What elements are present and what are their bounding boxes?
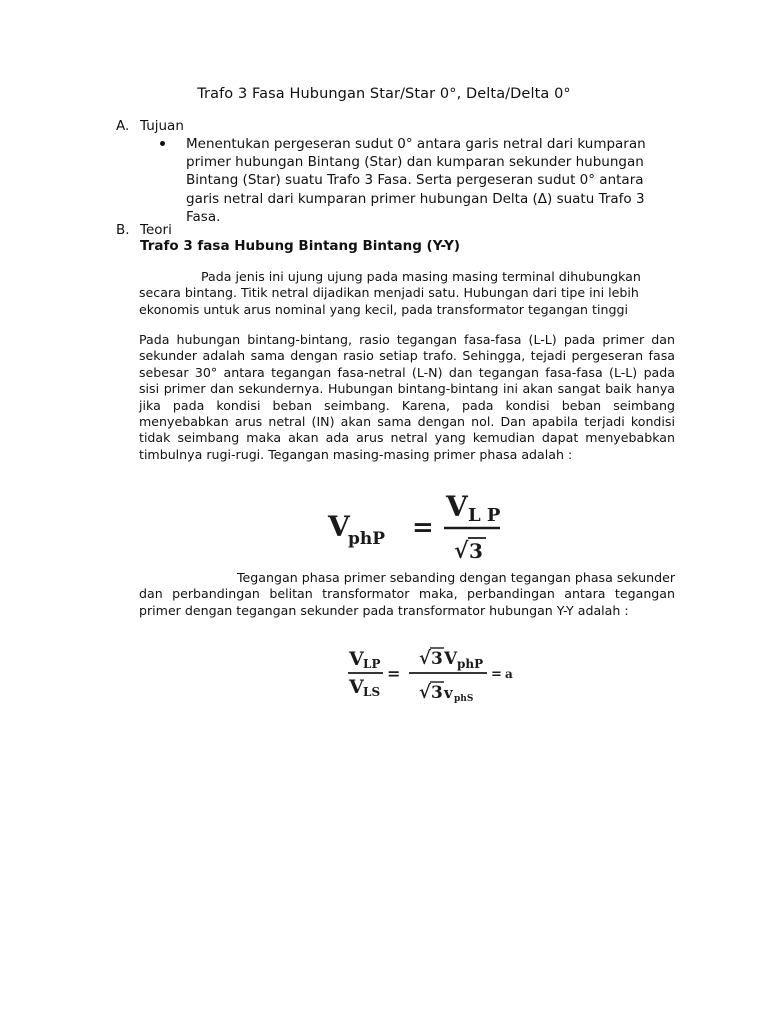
f2-equals-2: = (491, 667, 502, 682)
f2-right-num-main: V (444, 649, 458, 669)
section-b-title: Teori (140, 222, 172, 238)
f2-left-den-sub: LS (363, 685, 381, 699)
f2-right-num-value: 3 (431, 649, 443, 669)
objective-bullet (160, 135, 672, 226)
document-title: Trafo 3 Fasa Hubungan Star/Star 0°, Delta/Delta 0° (197, 86, 571, 102)
f2-right-num-sub: phP (457, 657, 484, 671)
f1-lhs-sub: phP (348, 529, 386, 549)
formula-phase-voltage (322, 486, 522, 566)
objective-text: Menentukan pergeseran sudut 0° antara garis netral dari kumparan primer hubungan Bintang (Star) dan kumparan sekunder hubungan Bintang (Star) suatu Trafo 3 Fasa. Serta pergeseran sudut 0° antara garis netral dari kumparan primer hubungan Delta (Δ) suatu Trafo 3 Fasa. (186, 136, 646, 225)
f1-equals: = (412, 513, 434, 543)
f2-right-den-radical: √ (419, 682, 431, 703)
paragraph-intro (139, 269, 675, 318)
f2-right-num-radical: √ (419, 648, 431, 669)
f2-left-num-main: V (349, 648, 364, 670)
f2-right-den-main: v (444, 684, 453, 702)
f2-left-den-main: V (349, 676, 364, 698)
f2-result: a (505, 667, 513, 681)
theory-subheading: Trafo 3 fasa Hubung Bintang Bintang (Y-Y) (140, 238, 461, 254)
f2-right-den-sub: phS (454, 694, 474, 704)
paragraph-theory: Pada hubungan bintang-bintang, rasio tegangan fasa-fasa (L-L) pada primer dan sekunder adalah sama dengan rasio setiap trafo. Sehingga, tejadi pergeseran fasa sebesar 30° antara tegangan fasa-netral (L-N) dan tegangan fasa-fasa (L-L) pada sisi primer dan sekundernya. Hubungan bintang-bintang ini akan sangat baik hanya jika pada kondisi beban seimbang. Karena, pada kondisi beban seimbang menyebabkan arus netral (IN) akan sama dengan nol. Dan apabila terjadi kondisi tidak seimbang maka akan ada arus netral yang kemudian dapat menyebabkan timbulnya rugi-rugi. Tegangan masing-masing primer phasa adalah : (139, 332, 675, 462)
section-b-number: B. (116, 222, 130, 238)
paragraph-ratio-text: Tegangan phasa primer sebanding dengan tegangan phasa sekunder dan perbandingan belitan transformator maka, perbandingan antara tegangan primer dengan tegangan sekunder pada transformator hubungan Y-Y adalah : (139, 570, 675, 618)
section-a-heading (116, 118, 184, 134)
f1-num-main: V (446, 490, 468, 523)
f1-lhs-main: V (328, 510, 350, 543)
f1-den-value: 3 (469, 539, 483, 563)
paragraph-ratio (139, 570, 675, 619)
section-a-title: Tujuan (140, 118, 184, 134)
section-a-number: A. (116, 118, 130, 134)
paragraph-intro-text: Pada jenis ini ujung ujung pada masing masing terminal dihubungkan secara bintang. Titik netral dijadikan menjadi satu. Hubungan dari tipe ini lebih ekonomis untuk arus nominal yang kecil, pada transformator tegangan tinggi (139, 269, 641, 317)
section-b-heading (116, 222, 172, 238)
formula-voltage-ratio (345, 640, 525, 712)
f2-right-den-value: 3 (431, 683, 443, 703)
f1-num-sub: L P (468, 505, 501, 526)
f2-left-num-sub: LP (363, 657, 381, 671)
f2-equals-1: = (387, 664, 401, 683)
f1-den-radical: √ (454, 538, 469, 564)
bullet-dot-icon (160, 141, 165, 146)
